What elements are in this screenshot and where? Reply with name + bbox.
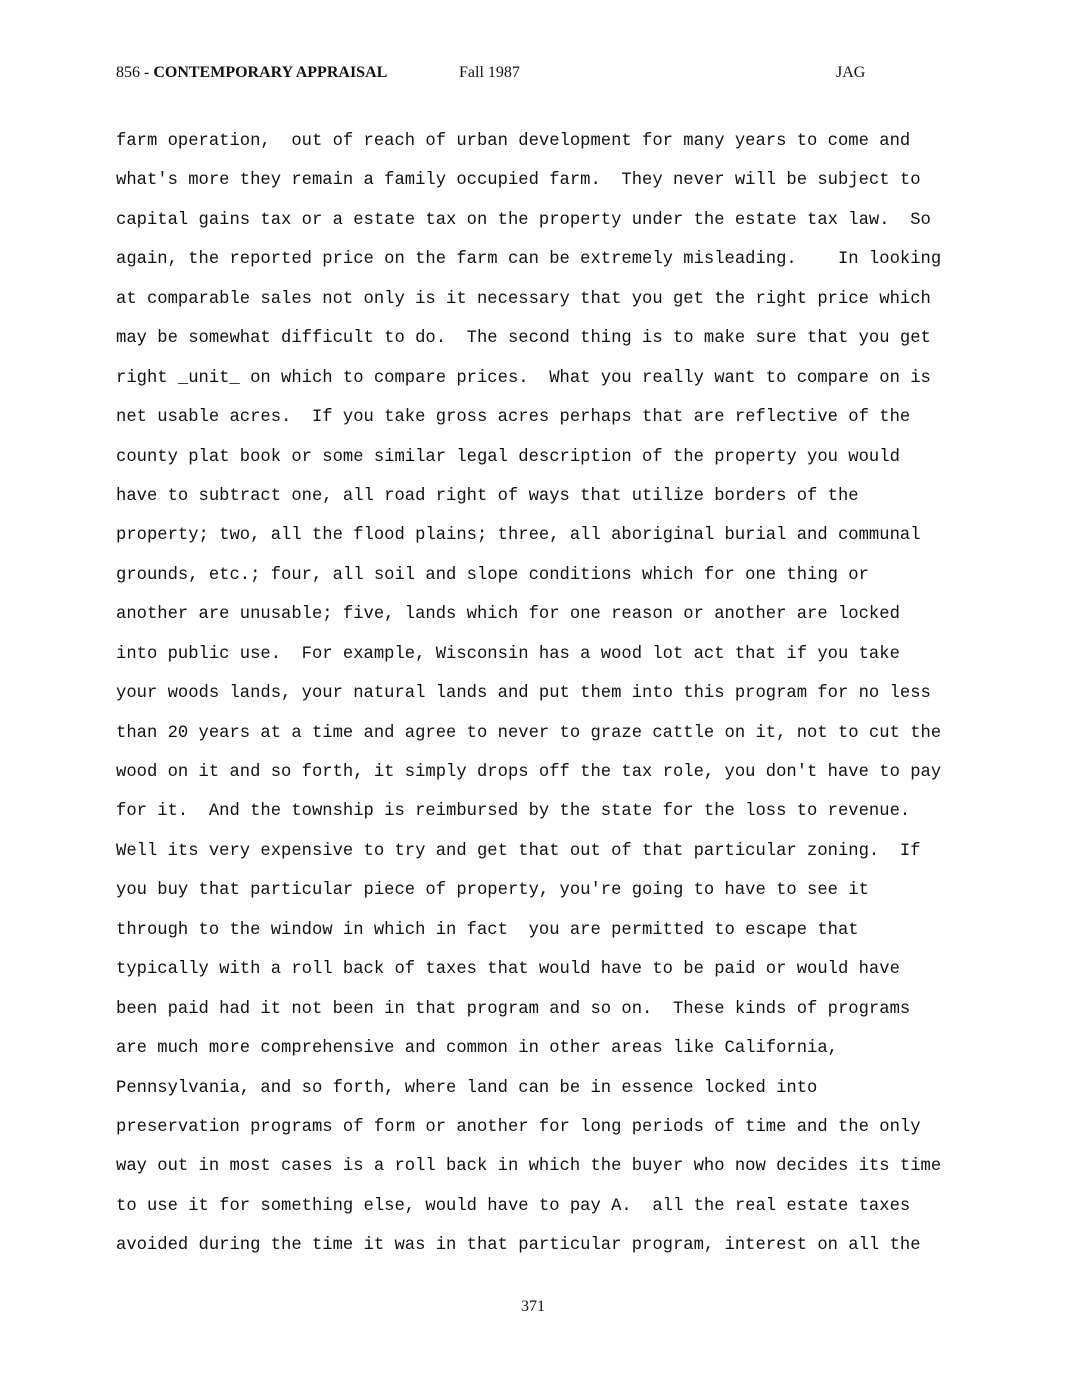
text-line: what's more they remain a family occupied farm. They never will be subject to (116, 171, 921, 191)
text-line: avoided during the time it was in that particular program, interest on all the (116, 1236, 921, 1256)
text-line: are much more comprehensive and common in other areas like California, (116, 1039, 838, 1059)
text-line: way out in most cases is a roll back in which the buyer who now decides its time (116, 1157, 942, 1177)
text-line: typically with a roll back of taxes that would have to be paid or would have (116, 960, 900, 980)
author-initials: JAG (836, 64, 866, 81)
text-line: Well its very expensive to try and get that out of that particular zoning. If (116, 841, 921, 861)
text-line: net usable acres. If you take gross acres perhaps that are reflective of the (116, 408, 911, 428)
text-line: grounds, etc.; four, all soil and slope conditions which for one thing or (116, 565, 869, 585)
text-line: wood on it and so forth, it simply drops off the tax role, you don't have to pay (116, 763, 942, 782)
text-line: property; two, all the flood plains; three, all aboriginal burial and communal (116, 526, 921, 546)
text-line: capital gains tax or a estate tax on the property under the estate tax law. So (116, 210, 931, 230)
term: Fall 1987 (459, 64, 520, 81)
text-line: for it. And the township is reimbursed by the state for the loss to revenue. (116, 802, 911, 822)
course-title: CONTEMPORARY APPRAISAL (153, 64, 388, 81)
text-line: farm operation, out of reach of urban development for many years to come and (116, 132, 911, 151)
text-line: than 20 years at a time and agree to never to graze cattle on it, not to cut the (116, 723, 942, 743)
text-line: may be somewhat difficult to do. The second thing is to make sure that you get (116, 329, 931, 349)
text-line: right _unit_ on which to compare prices. What you really want to compare on is (116, 368, 931, 388)
text-line: into public use. For example, Wisconsin has a wood lot act that if you take (116, 644, 900, 664)
text-line: through to the window in which in fact you are permitted to escape that (116, 920, 859, 940)
text-line: your woods lands, your natural lands and put them into this program for no less (116, 684, 931, 704)
text-line: you buy that particular piece of property, you're going to have to see it (116, 881, 869, 901)
text-line: county plat book or some similar legal description of the property you would (116, 447, 900, 467)
text-line: been paid had it not been in that program and so on. These kinds of programs (116, 999, 911, 1019)
text-line: again, the reported price on the farm can be extremely misleading. In looking (116, 250, 942, 270)
page-number: 371 (521, 1298, 545, 1315)
text-line: to use it for something else, would have to pay A. all the real estate taxes (116, 1196, 911, 1216)
text-line: have to subtract one, all road right of ways that utilize borders of the (116, 486, 859, 506)
text-line: Pennsylvania, and so forth, where land can be in essence locked into (116, 1078, 818, 1098)
course-heading (116, 62, 387, 84)
page-header (116, 62, 956, 86)
course-number: 856 - (116, 64, 154, 81)
text-line: at comparable sales not only is it necessary that you get the right price which (116, 289, 931, 309)
text-line: preservation programs of form or another for long periods of time and the only (116, 1117, 921, 1137)
transcript-body (116, 122, 961, 1266)
text-line: another are unusable; five, lands which for one reason or another are locked (116, 605, 900, 625)
